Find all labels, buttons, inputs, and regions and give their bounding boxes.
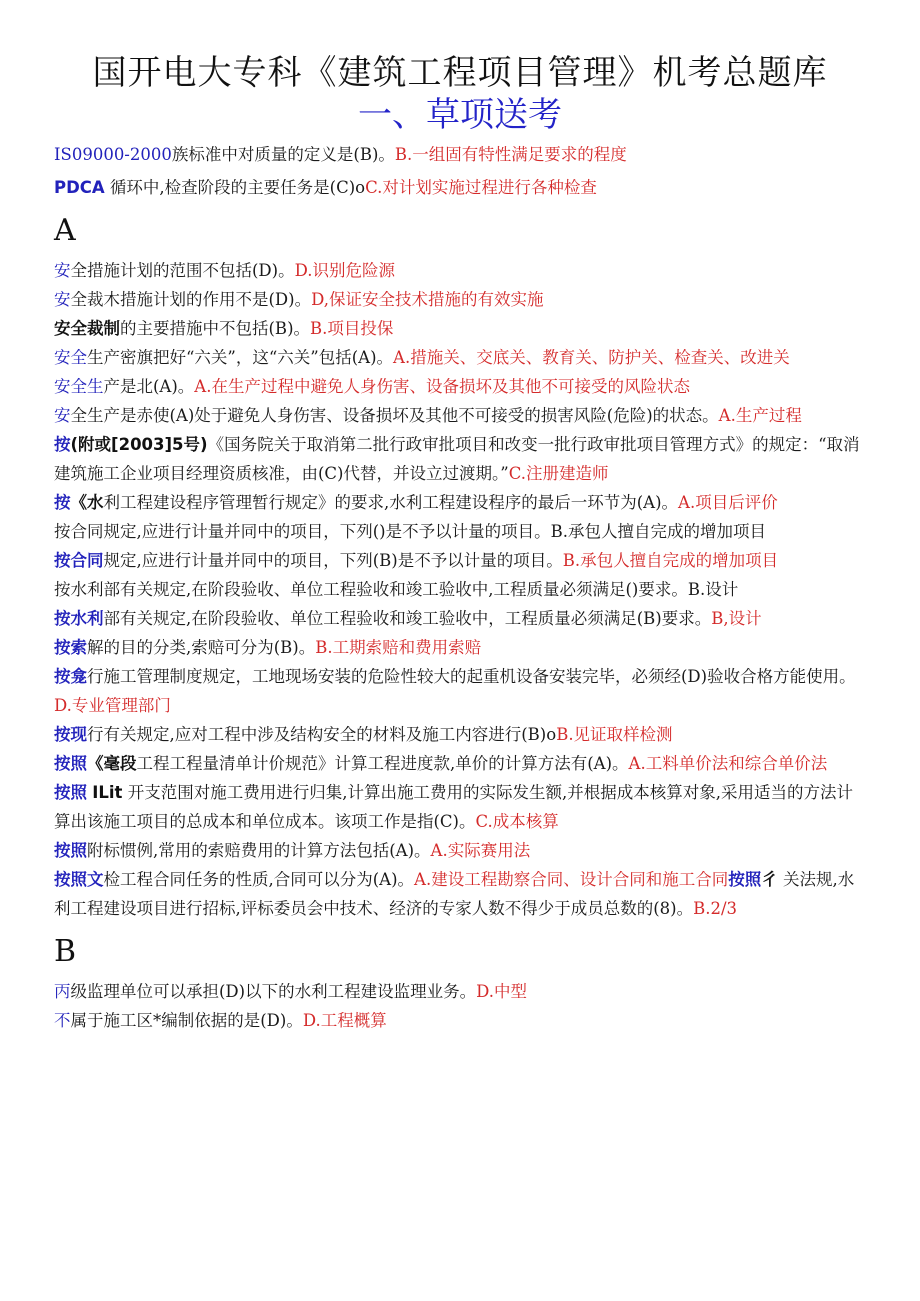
question-item: 安全生产密旗把好“六关”，这“六关”包括(A)。A.措施关、交底关、教育关、防护关、检查关、改进关 [54,348,790,367]
question-item: 按《水利工程建设程序管理暂行规定》的要求,水利工程建设程序的最后一环节为(A)。A.项目后评价 [54,493,778,512]
letter-heading-a: A [54,213,76,248]
question-item: 安全措施计划的范围不包括(D)。D.识别危险源 [54,261,395,280]
question-list [54,140,866,1035]
question-item: 安全裁木措施计划的作用不是(D)。D,保证安全技术措施的有效实施 [54,290,544,309]
question-item: 按(附或[2003]5号)《国务院关于取消第二批行政审批项目和改变一批行政审批项目管理方式》的规定：“取消建筑施工企业项目经理资质核准，由(C)代替，并设立过渡期。”C.注册建造师 [54,435,860,483]
question-item: 安全裁制的主要措施中不包括(B)。B.项目投保 [54,319,394,338]
question-item: 按索解的目的分类,索赔可分为(B)。B.工期索赔和费用索赔 [54,638,482,657]
question-item: 按龛行施工管理制度规定，工地现场安装的危险性较大的起重机设备安装完毕，必须经(D)验收合格方能使用。D.专业管理部门 [54,667,856,715]
question-item: 按水利部有关规定,在阶段验收、单位工程验收和竣工验收中,工程质量必须满足()要求。B.设计 [54,580,739,599]
question-item: 按水利部有关规定,在阶段验收、单位工程验收和竣工验收中，工程质量必须满足(B)要求。B,设计 [54,609,762,628]
question-item: 按照附标惯例,常用的索赔费用的计算方法包括(A)。A.实际赛用法 [54,841,531,860]
question-item: 按合同规定,应进行计量并同中的项目，下列(B)是不予以计量的项目。B.承包人擅自完成的增加项目 [54,551,779,570]
letter-heading-b: B [54,934,77,969]
question-item: 安全生产是赤使(A)处于避免人身伤害、设备损坏及其他不可接受的损害风险(危险)的状态。A.生产过程 [54,406,802,425]
page-title: 国开电大专科《建筑工程项目管理》机考总题库 [92,53,828,93]
intro-question-2: PDCA 循环中,检查阶段的主要任务是(C)oC.对计划实施过程进行各种检查 [54,178,597,197]
question-item: 按合同规定,应进行计量并同中的项目，下列()是不予以计量的项目。B.承包人擅自完成的增加项目 [54,522,766,541]
question-item: 按照《毫段工程工程量清单计价规范》计算工程进度款,单价的计算方法有(A)。A.工料单价法和综合单价法 [54,754,828,773]
question-item: 不属于施工区*编制依据的是(D)。D.工程概算 [54,1011,387,1030]
question-item: 丙级监理单位可以承担(D)以下的水利工程建设监理业务。D.中型 [54,982,527,1001]
intro-question-1: IS09000-2000族标准中对质量的定义是(B)。B.一组固有特性满足要求的程度 [54,145,627,164]
question-item: 按照 ILit 开支范围对施工费用进行归集,计算出施工费用的实际发生额,并根据成本核算对象,采用适当的方法计算出该施工项目的总成本和单位成本。该项工作是指(C)。C.成本核算 [54,783,853,831]
question-item: 安全生产是北(A)。A.在生产过程中避免人身伤害、设备损坏及其他不可接受的风险状态 [54,377,690,396]
section-heading: 一、草项送考 [358,95,562,135]
question-item: 按现行有关规定,应对工程中涉及结构安全的材料及施工内容进行(B)oB.见证取样检测 [54,725,673,744]
question-item: 按照文检工程合同任务的性质,合同可以分为(A)。A.建设工程勘察合同、设计合同和施工合同按照彳 关法规,水利工程建设项目进行招标,评标委员会中技术、经济的专家人数不得少于成员总数的(8)。B.2/3 [54,870,855,918]
